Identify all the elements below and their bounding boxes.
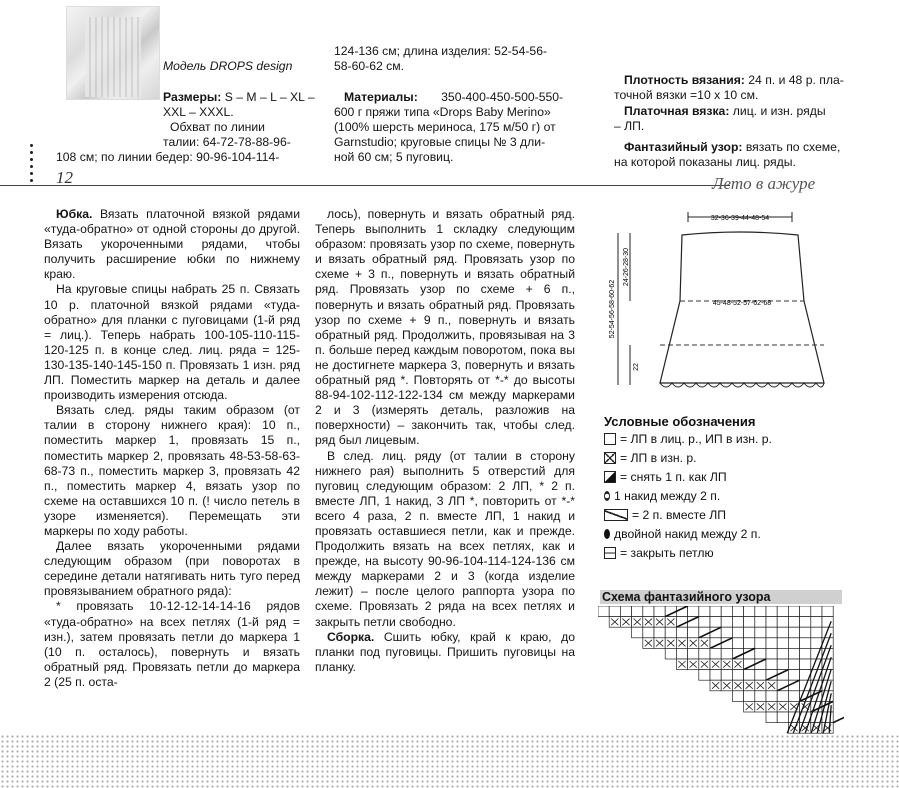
chart-cell <box>710 670 721 681</box>
paragraph-text: На круговые спицы набрать 25 п. Связать 10 р. платочной вязкой рядами «туда-обратно» для планки с пуговицами (1-й ряд = лиц.). Теперь набрать 100-105-110-115-120-125 п. в конце след. лиц. ряда = 125-130-135-140-145-150 п. Провязать 1 изн. ряд ЛП. Поместить маркер на деталь и далее производить измерения отсюда. <box>44 282 300 403</box>
length-line1: 124-136 см; длина изделия: 52-54-56- <box>334 44 548 58</box>
chart-cell <box>788 638 799 649</box>
chart-cell <box>744 638 755 649</box>
legend-label: = ЛП в лиц. р., ИП в изн. р. <box>620 432 772 446</box>
legend-label: = 2 п. вместе ЛП <box>632 508 726 522</box>
chart-cell <box>721 627 732 638</box>
legend-item <box>604 432 772 446</box>
chart-cell <box>609 606 620 617</box>
chart-cell <box>732 617 743 628</box>
chart-cell <box>766 659 777 670</box>
paragraph-text: * провязать 10-12-12-14-14-16 рядов «туда-обратно» на всех петлях (1-й ряд = изн.), затем провязать петли до маркера 1 (10 п. осталось), повернуть и вязать обратный ряд. Провязать петли до маркера 2 (25 п. оста- <box>44 599 300 689</box>
paragraph <box>44 207 300 282</box>
legend-item <box>604 527 761 541</box>
chart-cell <box>744 691 755 702</box>
hip-width-label: 45-48-52-57-62-68 <box>712 300 772 307</box>
chart-cell <box>800 617 811 628</box>
chart-cell <box>755 617 766 628</box>
chart-cell <box>777 712 788 723</box>
section-rule <box>0 185 730 186</box>
chart-cell <box>732 670 743 681</box>
chart-cell <box>811 606 822 617</box>
chart-cell <box>699 617 710 628</box>
legend-label: 1 накид между 2 п. <box>614 489 721 503</box>
running-head: Лето в ажуре <box>712 174 816 193</box>
chart-cell <box>721 606 732 617</box>
paragraph <box>44 403 300 539</box>
density-line1 <box>624 73 844 88</box>
page-number: 12 <box>56 168 73 187</box>
chart-cell <box>665 627 676 638</box>
legend-label: двойной накид между 2 п. <box>614 527 761 541</box>
chart-cell <box>676 627 687 638</box>
chart-title: Схема фантазийного узора <box>600 590 842 604</box>
legend-label: = ЛП в изн. р. <box>620 451 697 465</box>
garter-value: лиц. и изн. ряды <box>732 104 826 118</box>
k2tog-icon <box>604 509 628 521</box>
waist-line3: 108 см; по линии бедер: 90-96-104-114- <box>56 150 280 164</box>
chart-cell <box>766 617 777 628</box>
chart-cell <box>800 606 811 617</box>
waist-line1: Обхват по линии <box>170 120 265 134</box>
chart-cell <box>710 648 721 659</box>
materials-line4: Garnstudio; круговые спицы № 3 дли- <box>334 135 546 149</box>
chart-cell <box>732 606 743 617</box>
legend-label: = снять 1 п. как ЛП <box>620 470 727 484</box>
chart-cell <box>788 627 799 638</box>
chart-cell <box>766 627 777 638</box>
chart-cell <box>721 670 732 681</box>
chart-cell <box>811 617 822 628</box>
garter-line1 <box>624 104 826 119</box>
chart-cell <box>744 670 755 681</box>
chart-cell <box>744 606 755 617</box>
chart-cell <box>800 659 811 670</box>
legend-item <box>604 451 697 465</box>
chart-cell <box>788 659 799 670</box>
waist-line2: талии: 64-72-78-88-96- <box>163 135 291 149</box>
instructions-column-1 <box>44 207 300 690</box>
skirt-schematic <box>600 205 860 405</box>
chart-cell <box>732 638 743 649</box>
chart-cell <box>777 659 788 670</box>
length-line2: 58-60-62 см. <box>334 59 405 73</box>
chart-cell <box>598 606 609 617</box>
chart-cell <box>777 617 788 628</box>
chart-cell <box>688 606 699 617</box>
chart-cell <box>766 691 777 702</box>
paragraph <box>44 539 300 599</box>
fancy-value: вязать по схеме, <box>745 140 841 154</box>
chart-cell <box>777 648 788 659</box>
hem-length-label: 22 <box>633 363 640 371</box>
chart-cell <box>777 627 788 638</box>
paragraph-text: Сшить юбку, край к краю, до планки под пуговицы. Пришить пуговицы на планку. <box>315 629 575 674</box>
chart-cell <box>721 648 732 659</box>
paragraph-heading: Юбка. <box>56 207 93 221</box>
top-width-label: 32-36-39-44-48-54 <box>710 215 770 222</box>
double-yarn-over-icon <box>604 529 610 539</box>
chart-cell <box>811 638 822 649</box>
fancy-label: Фантазийный узор: <box>624 140 743 154</box>
chart-cell <box>699 670 710 681</box>
density-label: Плотность вязания: <box>624 73 745 87</box>
chart-cell <box>632 627 643 638</box>
paragraph <box>44 599 300 690</box>
density-value: 24 п. и 48 р. пла- <box>748 73 844 87</box>
chart-cell <box>811 627 822 638</box>
sizes-block <box>163 90 315 120</box>
chart-cell <box>800 680 811 691</box>
chart-cell <box>755 691 766 702</box>
chart-cell <box>777 638 788 649</box>
chart-cell <box>755 648 766 659</box>
sizes-value: S – M – L – XL – XXL – XXXL. <box>163 90 315 120</box>
paragraph <box>315 449 575 630</box>
legend-item <box>604 470 727 484</box>
chart-cell <box>788 648 799 659</box>
chart-cell <box>654 606 665 617</box>
legend-item <box>604 508 726 522</box>
chart-cell <box>643 606 654 617</box>
legend-item <box>604 489 720 503</box>
paragraph <box>44 282 300 403</box>
chart-k2tog-mark <box>833 712 844 723</box>
total-length-label: 52-54-56-58-60-62 <box>609 279 616 339</box>
chart-cell <box>710 617 721 628</box>
chart-cell <box>766 638 777 649</box>
garter-line2: – ЛП. <box>614 119 645 133</box>
chart-cell <box>788 670 799 681</box>
materials-line1 <box>344 90 596 105</box>
chart-cell <box>800 627 811 638</box>
paragraph-text: Далее вязать укороченными рядами следующим образом (при поворотах в середине детали натягивать нить туго перед провязыванием обратного ряда): <box>44 539 300 599</box>
chart-cell <box>755 606 766 617</box>
chart-cell <box>643 627 654 638</box>
chart-cell <box>632 606 643 617</box>
chart-cell <box>665 648 676 659</box>
yoke-length-label: 24-26-28-30 <box>623 247 630 287</box>
half-black-square-icon <box>604 471 616 483</box>
paragraph <box>315 630 575 675</box>
chart-cell <box>777 691 788 702</box>
paragraph-text: Вязать платочной вязкой рядами «туда-обратно» от одной стороны до другой. Вязать укороченными рядами, чтобы получить расширение юбки по нижнему краю. <box>44 207 300 282</box>
fancy-line2: на которой показаны лиц. ряды. <box>614 155 796 169</box>
chart-cell <box>699 648 710 659</box>
materials-line3: (100% шерсть мериноса, 175 м/50 г) от <box>334 120 556 134</box>
materials-line2: 600 г пряжи типа «Drops Baby Merino» <box>334 105 551 119</box>
chart-cell <box>800 648 811 659</box>
chart-cell <box>788 691 799 702</box>
chart-cell <box>755 670 766 681</box>
side-dots <box>30 140 42 186</box>
density-line2: точной вязки =10 х 10 см. <box>614 88 759 102</box>
chart-cell <box>721 617 732 628</box>
materials-amounts: 350-400-450-500-550- <box>441 90 564 104</box>
paragraph-text: В след. лиц. ряду (от талии в сторону нижнего рая) выполнить 5 отверстий для пуговиц следующим образом: 2 ЛП, * 2 п. вместе ЛП, 1 накид, 3 ЛП *, повторить от *-* всего 4 раза, 2 п. вместе ЛП, 1 накид и провязать оставшиеся петли, как и прежде. Продолжить вязать на всех петлях, как и прежде, на высоту 90-96-104-114-124-136 см между маркерами 2 и 3 (когда изделие лежит) – после целого раппорта узора по схеме. Провязать 2 ряда на всех петлях и закрыть петли свободно. <box>315 448 575 629</box>
cross-square-icon <box>604 452 616 464</box>
chart-cell <box>654 627 665 638</box>
chart-cell <box>732 627 743 638</box>
stitch-chart <box>598 606 844 734</box>
legend-title: Условные обозначения <box>604 414 756 429</box>
chart-cell <box>744 627 755 638</box>
chart-cell <box>800 638 811 649</box>
paragraph-heading: Сборка. <box>327 629 375 644</box>
chart-cell <box>755 638 766 649</box>
chart-cell <box>744 617 755 628</box>
paragraph <box>315 207 575 449</box>
halftone-noise <box>0 734 899 788</box>
chart-cell <box>788 606 799 617</box>
chart-cell <box>676 648 687 659</box>
materials-line5: ной 60 см; 5 пуговиц. <box>334 150 454 164</box>
chart-cell <box>699 606 710 617</box>
chart-cell <box>822 606 833 617</box>
chart-cell <box>710 606 721 617</box>
chart-cell <box>732 691 743 702</box>
chart-cell <box>620 606 631 617</box>
empty-square-icon <box>604 433 616 445</box>
legend-item <box>604 546 714 560</box>
yarn-over-icon <box>604 491 610 501</box>
materials-label: Материалы: <box>344 90 418 104</box>
chart-cell <box>755 627 766 638</box>
instructions-column-2 <box>315 207 575 675</box>
chart-cell <box>688 648 699 659</box>
garter-label: Платочная вязка: <box>624 104 730 118</box>
model-caption: Модель DROPS design <box>163 59 293 73</box>
bind-off-icon <box>604 547 616 559</box>
chart-cell <box>788 617 799 628</box>
fancy-line1 <box>624 140 840 155</box>
chart-cell <box>688 627 699 638</box>
legend-label: = закрыть петлю <box>620 546 714 560</box>
sizes-label: Размеры: <box>163 90 222 104</box>
chart-cell <box>766 712 777 723</box>
chart-cell <box>766 606 777 617</box>
paragraph-text: Вязать след. ряды таким образом (от талии в сторону нижнего края): 10 п., поместить маркер 1, провязать 15 п., поместить маркер 2, провязать 48-53-58-63-68-73 п., поместить маркер 3, провязать 42 п., поместить маркер 4, вязать узор по схеме на оставшихся 10 п. (! число петель в узоре изменяется). Перемещать эти маркеры по ходу работы. <box>44 403 300 538</box>
chart-cell <box>777 606 788 617</box>
chart-cell <box>766 648 777 659</box>
model-photo <box>66 6 160 100</box>
paragraph-text: лось), повернуть и вязать обратный ряд. Теперь выполнить 1 складку следующим образом: провязать узор по схеме, повернуть и вязать обратный ряд. Провязать узор по схеме + 3 п., повернуть и вязать обратный ряд. Провязать узор по схеме + 6 п., повернуть и вязать обратный ряд. Провязать узор по схеме + 9 п., повернуть и вязать обратный ряд. Продолжить, провязывая на 3 п. больше перед каждым поворотом, пока вы не достигнете маркера 3, повернуть и вязать обратный ряд *. Повторять от *-* до высоты 88-94-102-112-122-134 см между маркерами 2 и 3 (измерять деталь, разложив на поверхности) – закончить так, чтобы след. ряд был лицевым. <box>315 207 575 448</box>
